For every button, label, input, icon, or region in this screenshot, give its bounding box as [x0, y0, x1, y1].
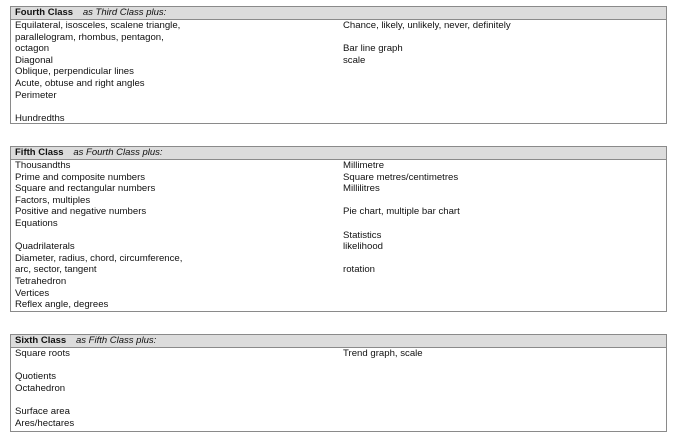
list-item: Millilitres	[343, 183, 380, 195]
list-item	[343, 195, 460, 207]
list-item	[343, 32, 511, 44]
list-item: Equations	[15, 217, 58, 229]
list-item	[343, 253, 460, 265]
list-item: Square metres/centimetres	[343, 171, 459, 183]
list-item	[15, 360, 74, 372]
fifth-class-section	[10, 146, 667, 312]
list-item: Quotients	[15, 371, 57, 383]
list-item: Surface area	[15, 405, 70, 417]
sixth-class-subtitle: as Fifth Class plus:	[76, 335, 157, 346]
list-item: Thousandths	[15, 160, 71, 171]
sixth-class-right-column	[343, 348, 423, 360]
list-item: octagon	[15, 43, 50, 55]
fourth-class-section	[10, 6, 667, 124]
list-item: Prime and composite numbers	[15, 171, 146, 183]
list-item: Diagonal	[15, 54, 53, 66]
list-item: Hundredths	[15, 112, 65, 124]
fifth-class-title: Fifth Class	[15, 147, 64, 158]
list-item: arc, sector, tangent	[15, 264, 97, 276]
list-item: Bar line graph	[343, 43, 403, 55]
sixth-class-left-column	[15, 348, 74, 429]
fourth-class-subtitle: as Third Class plus:	[82, 7, 167, 18]
sixth-class-section	[10, 334, 667, 432]
fifth-class-subtitle: as Fourth Class plus:	[73, 147, 163, 158]
list-item: Millimetre	[343, 160, 385, 171]
list-item: Vertices	[15, 287, 50, 299]
list-item: rotation	[343, 264, 375, 276]
list-item: Ares/hectares	[15, 417, 75, 429]
list-item: Oblique, perpendicular lines	[15, 66, 134, 78]
fifth-class-left-column	[15, 160, 182, 311]
fourth-class-left-column	[15, 20, 180, 124]
sixth-class-header	[11, 335, 666, 348]
list-item: Equilateral, isosceles, scalene triangle,	[15, 20, 181, 31]
list-item: parallelogram, rhombus, pentagon,	[15, 31, 164, 43]
list-item	[15, 394, 74, 406]
list-item: scale	[343, 54, 366, 66]
list-item: Positive and negative numbers	[15, 206, 147, 218]
list-item: Chance, likely, unlikely, never, definitely	[343, 20, 511, 31]
list-item	[15, 230, 182, 242]
fourth-class-right-column	[343, 20, 511, 66]
list-item: Perimeter	[15, 89, 57, 101]
fourth-class-title: Fourth Class	[15, 7, 74, 18]
list-item: Trend graph, scale	[343, 348, 423, 359]
list-item: Acute, obtuse and right angles	[15, 77, 145, 89]
list-item: Factors, multiples	[15, 194, 91, 206]
sixth-class-title: Sixth Class	[15, 335, 67, 346]
list-item: Square roots	[15, 348, 70, 359]
fourth-class-header	[11, 7, 666, 20]
list-item: Octahedron	[15, 382, 66, 394]
list-item	[343, 218, 460, 230]
list-item: Quadrilaterals	[15, 241, 75, 253]
list-item: Pie chart, multiple bar chart	[343, 206, 460, 218]
list-item: Square and rectangular numbers	[15, 183, 156, 195]
list-item: Statistics	[343, 229, 382, 241]
list-item: likelihood	[343, 241, 384, 253]
list-item: Reflex angle, degrees	[15, 299, 109, 311]
list-item: Tetrahedron	[15, 275, 67, 287]
list-item: Diameter, radius, chord, circumference,	[15, 252, 183, 264]
fifth-class-header	[11, 147, 666, 160]
list-item	[15, 101, 180, 113]
fifth-class-right-column	[343, 160, 460, 276]
